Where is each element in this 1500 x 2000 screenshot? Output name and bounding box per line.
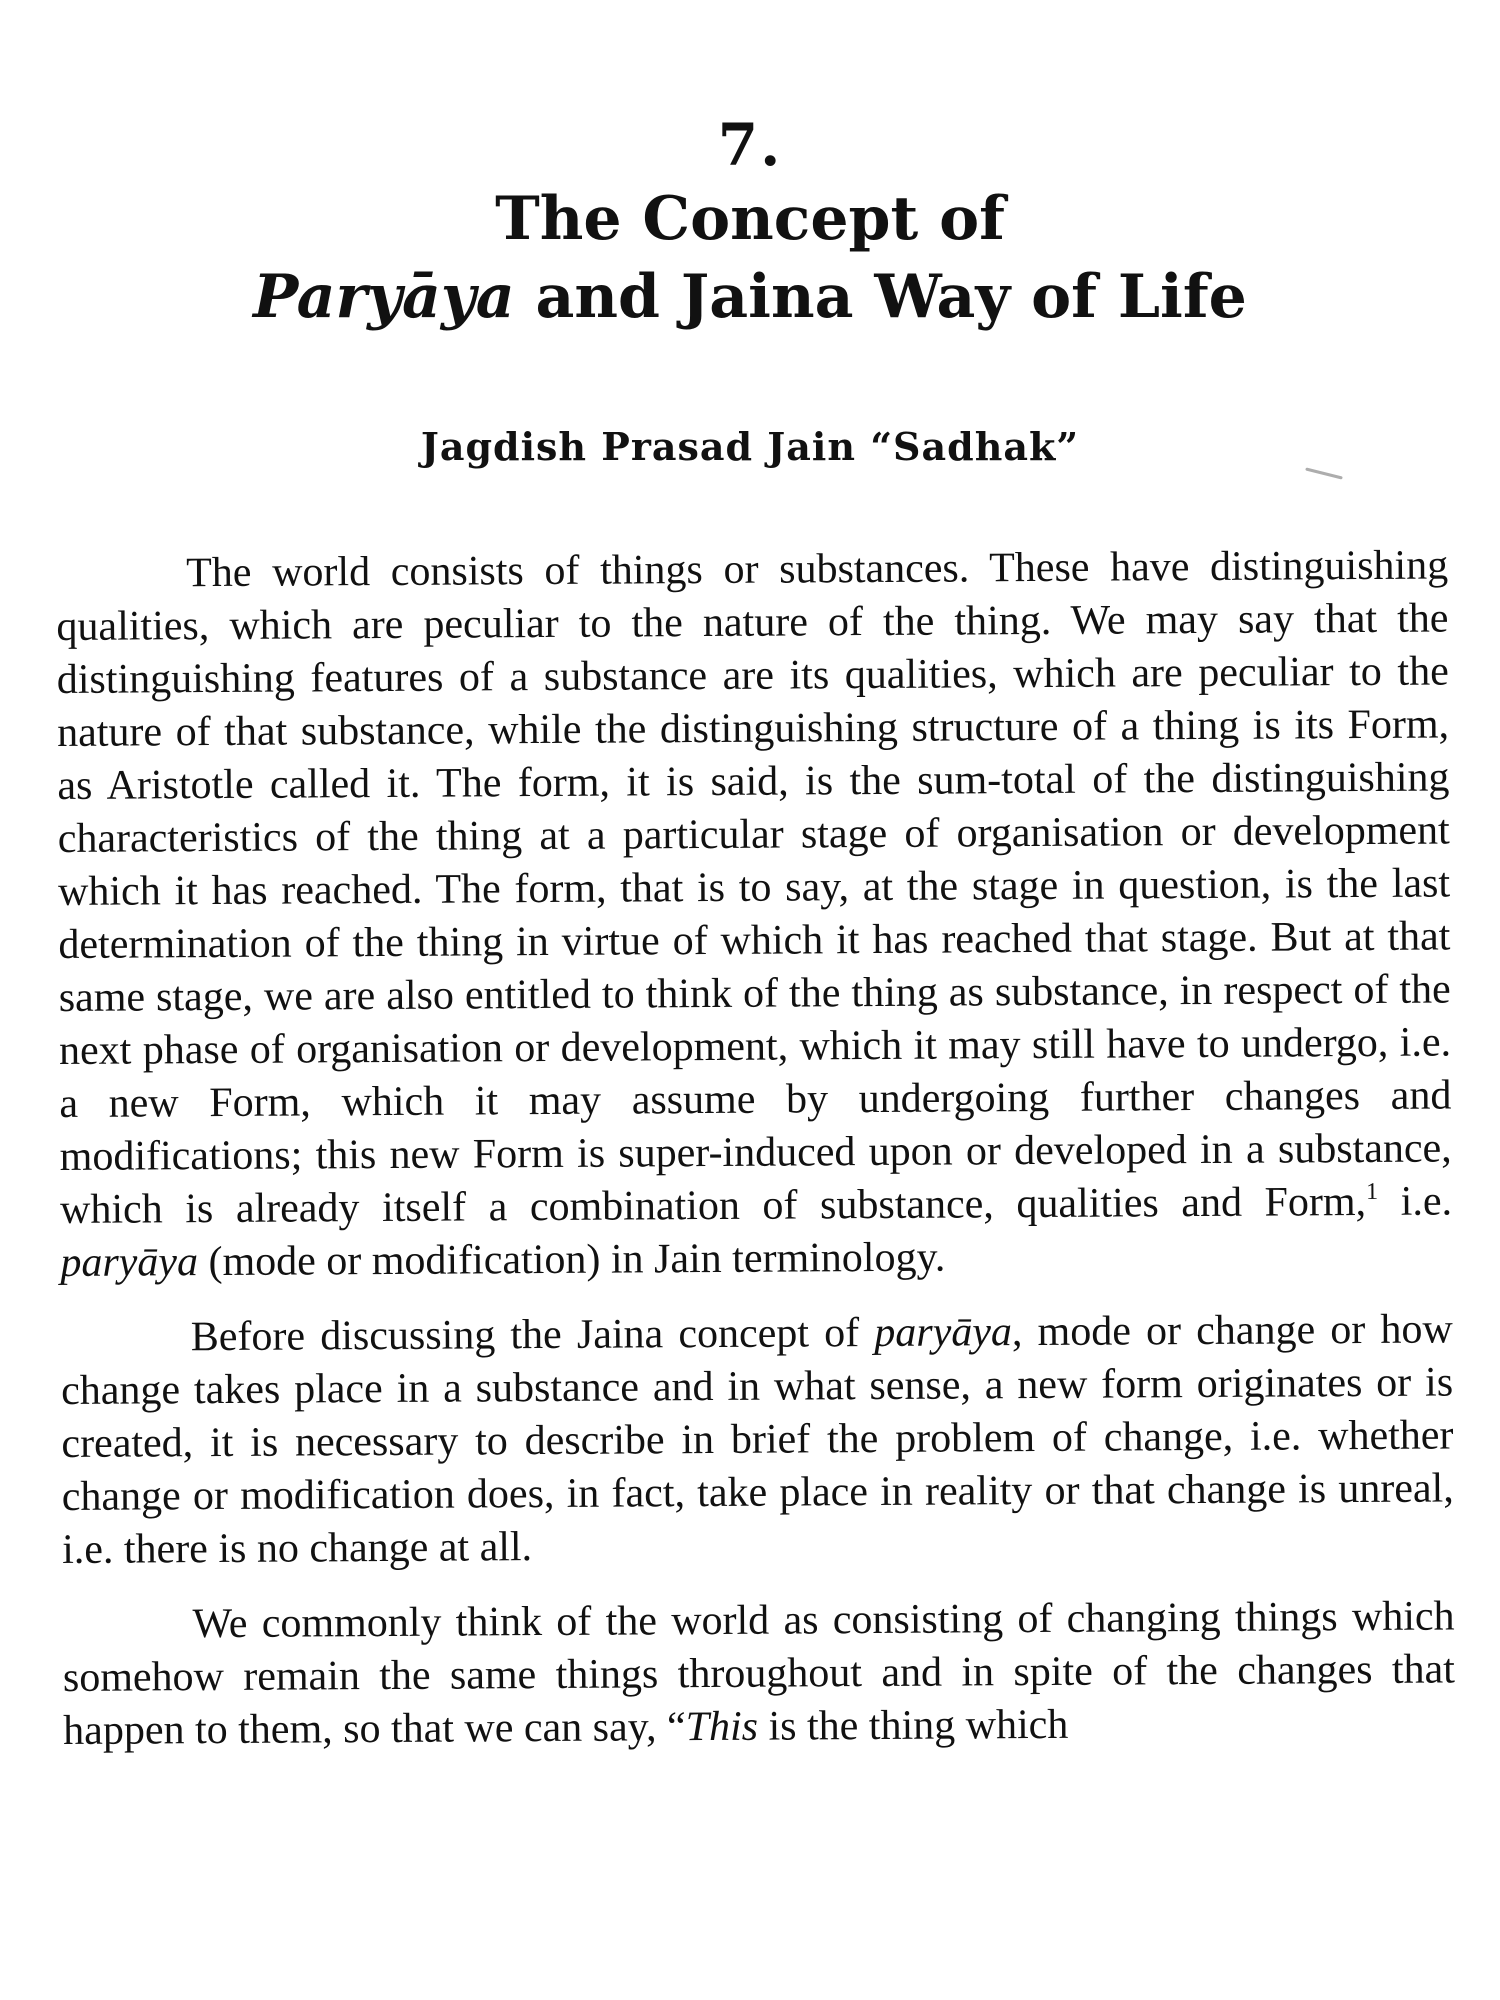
chapter-number: 7. [717,111,783,179]
author-name: Jagdish Prasad Jain “Sadhak” [420,424,1080,469]
paragraph-3-text-b: is the thing which [757,1701,1069,1750]
paragraph-2-text-a: Before discussing the Jaina concept of [190,1310,875,1361]
paragraph-3 [62,1590,1455,1758]
chapter-title-rest: and Jaina Way of Life [514,262,1247,332]
paragraph-3-text-a: We commonly think of the world as consisting of changing things which somehow remain the same things throughout and in spite of the changes that happen to them, so that we can say, “ [62,1593,1456,1754]
paragraph-2 [61,1303,1455,1576]
body-text [56,539,1455,1779]
paragraph-1-term: paryāya [60,1239,199,1286]
paragraph-1-text-a: The world consists of things or substances. These have distinguishing qualities, which are peculiar to the nature of the thing. We may say that the distinguishing features of a substance are its qualities, which are peculiar to the nature of that substance, while the distinguishing structure of a thing is its Form, as Aristotle called it. The form, it is said, is the sum-total of the distinguishing characteristics of the thing at a particular stage of organisation or development which it has reached. The form, that is to say, at the stage in question, is the last determination of the thing in virtue of which it has reached that stage. But at that same stage, we are also entitled to think of the thing as substance, in respect of the next phase of organisation or development, which it may still have to undergo, i.e. a new Form, which it may assume by undergoing further changes and modifications; this new Form is super-induced upon or developed in a substance, which is already itself a combination of substance, qualities and Form, [56,542,1452,1233]
paragraph-3-emphasis: This [685,1703,759,1751]
paragraph-1 [56,539,1453,1289]
paragraph-2-term: paryāya [874,1309,1013,1357]
chapter-title-line-1: The Concept of [495,184,1005,254]
chapter-heading [0,110,1500,336]
paragraph-1-text-c: (mode or modification) in Jain terminology. [197,1234,946,1286]
chapter-title-term: Paryāya [253,262,515,332]
paragraph-1-text-b: i.e. [1377,1178,1453,1225]
footnote-reference: 1 [1365,1178,1379,1206]
chapter-title-line-2 [0,258,1500,336]
paragraph-2-text-b: , mode or change or how change takes place in a substance and in what sense, a new form originates or is created, it is necessary to describe in brief the problem of change, i.e. whether change or modification does, in fact, take place in reality or that change is unreal, i.e. there is no change at all. [61,1306,1454,1573]
